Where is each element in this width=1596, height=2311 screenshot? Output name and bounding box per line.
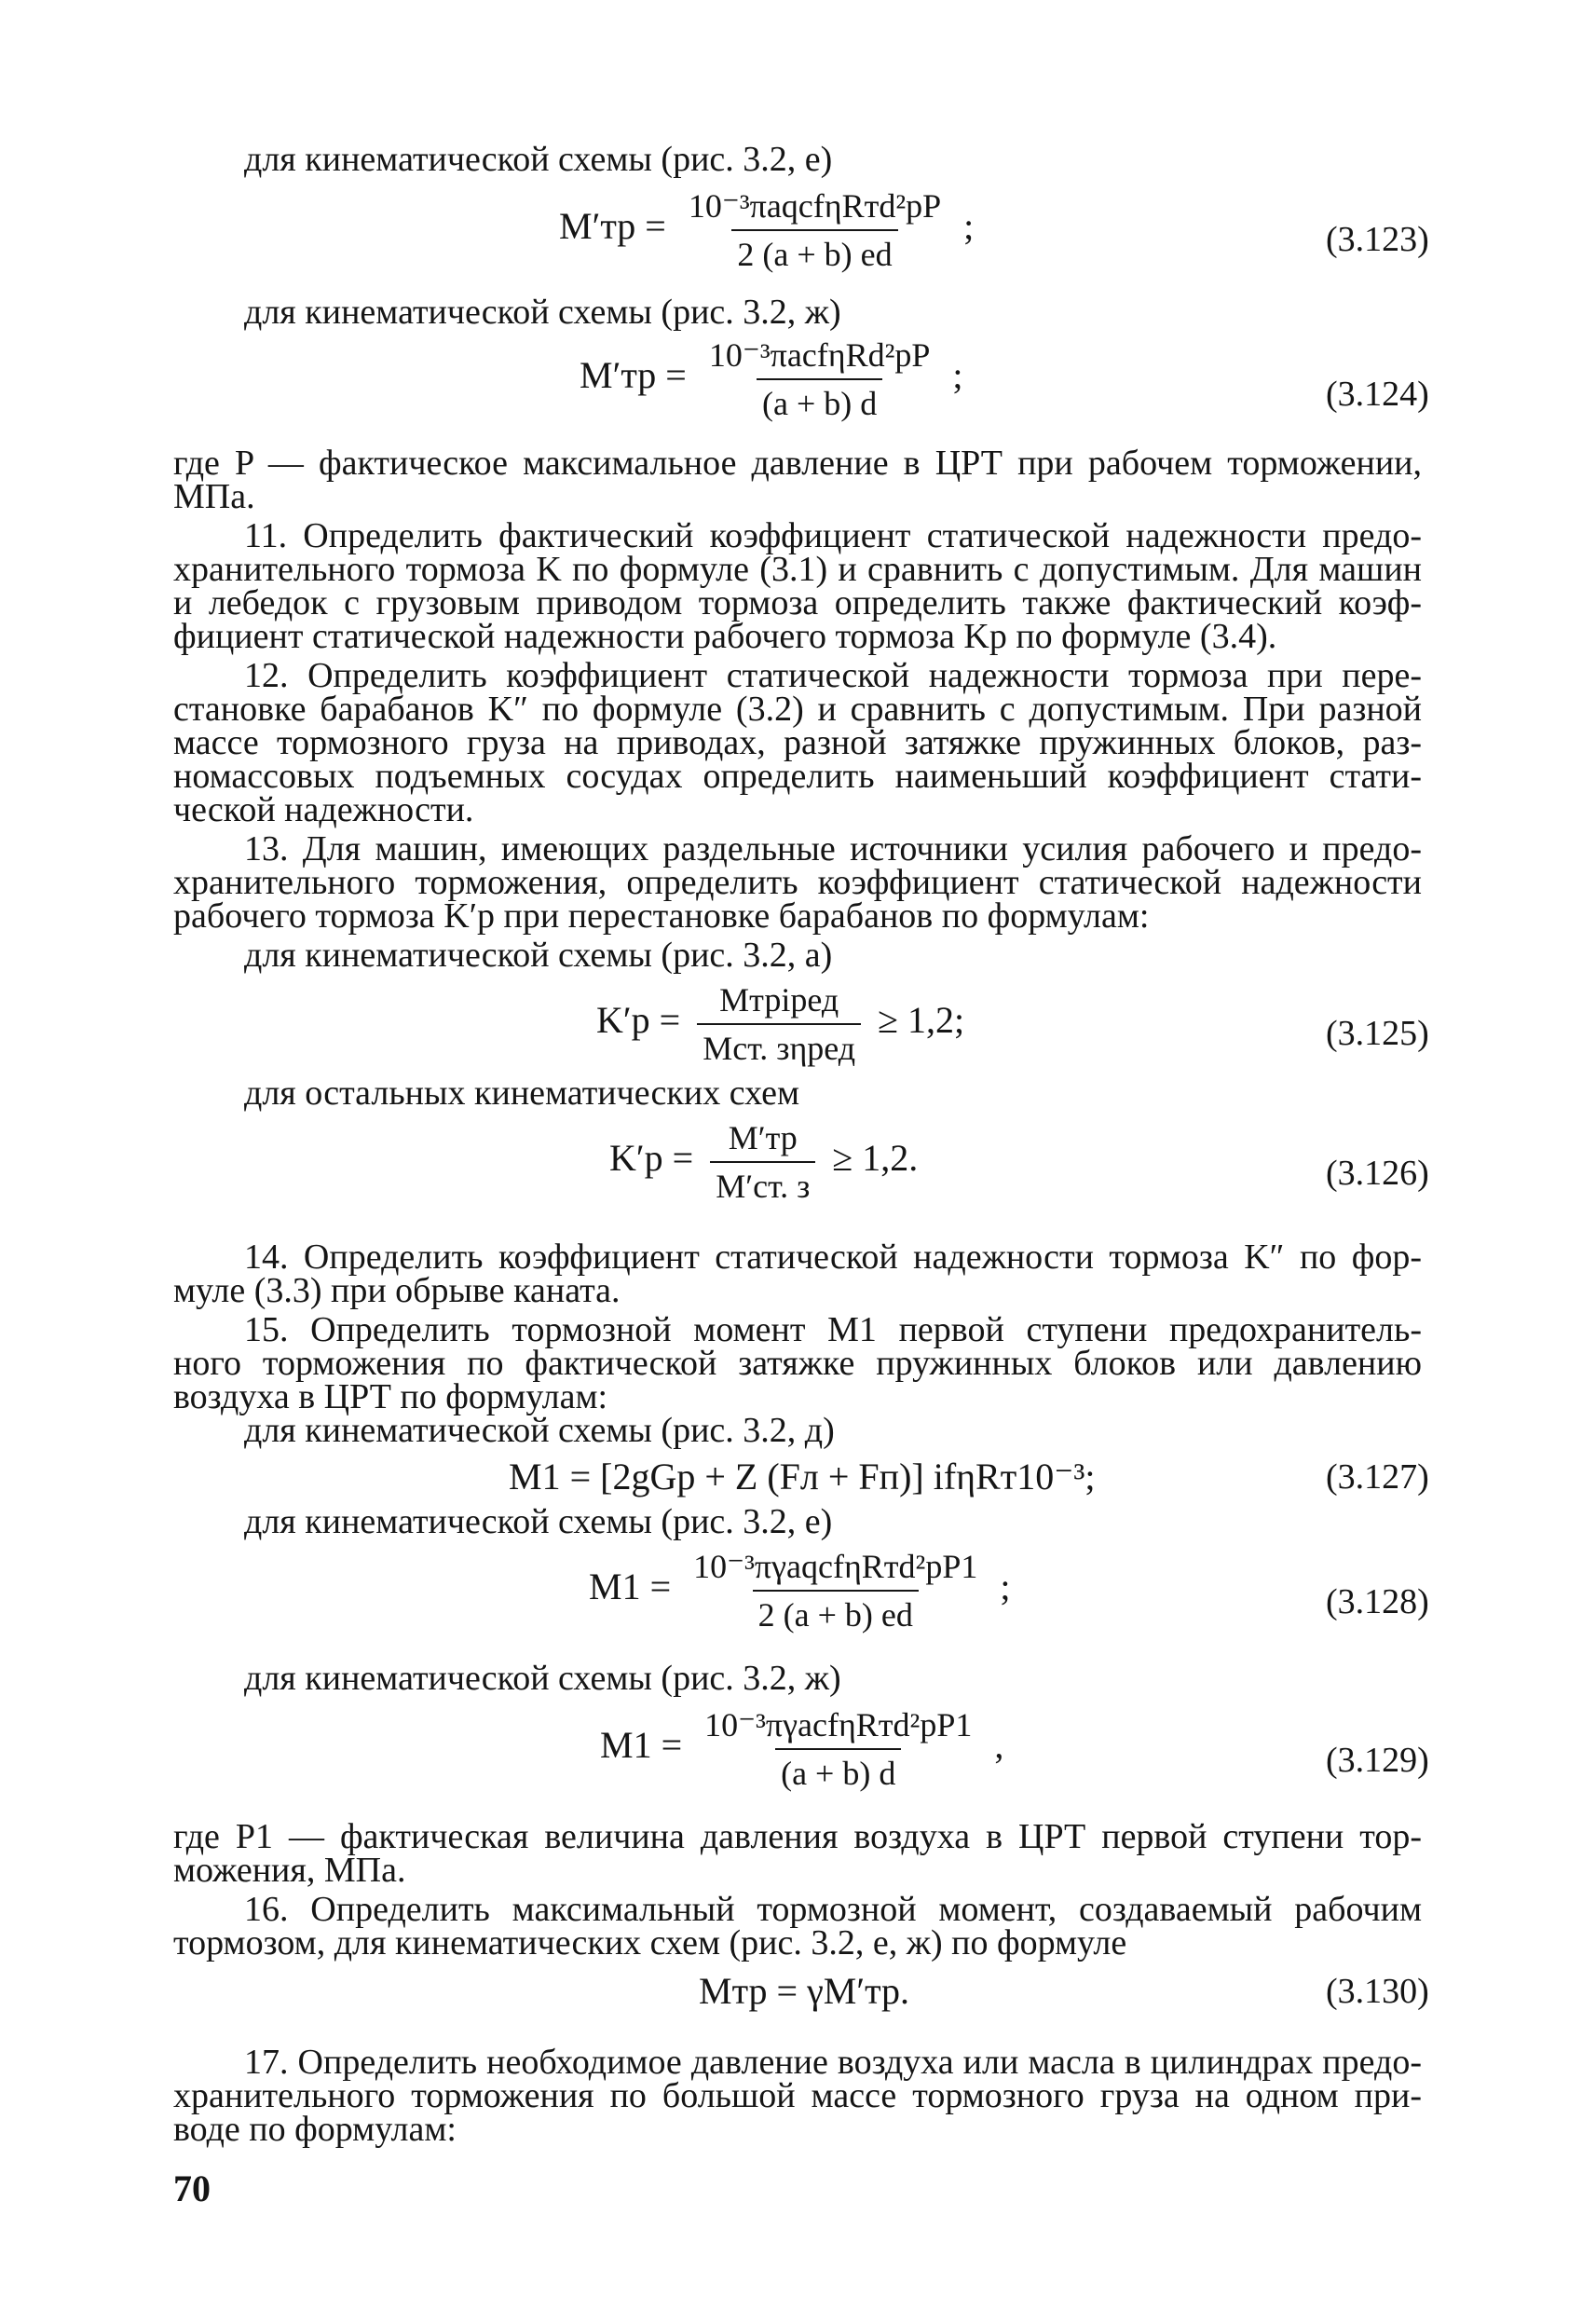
equation-number: (3.125) [1326, 1014, 1429, 1053]
equation-lhs: K′р = [596, 999, 681, 1042]
text-line: рабочего тормоза K′р при перестановке барабанов по формулам: [173, 896, 1150, 936]
text-line: хранительного торможения по большой массе тормозного груза на одном при- [173, 2076, 1422, 2115]
fraction [710, 1118, 815, 1206]
text-line: 15. Определить тормозной момент M1 первой ступени предохранитель- [244, 1310, 1422, 1349]
fraction [699, 1705, 977, 1793]
text-line: 16. Определить максимальный тормозной момент, создаваемый рабочим [244, 1890, 1422, 1929]
text-line: для кинематической схемы (рис. 3.2, а) [244, 936, 833, 975]
equation-lhs: M1 = [589, 1566, 672, 1608]
equation-number: (3.129) [1326, 1741, 1429, 1780]
numerator: 10⁻³πaqcfηRтd²рP [688, 187, 942, 225]
equation-3-126 [609, 1118, 918, 1206]
text-line: 17. Определить необходимое давление воздуха или масла в цилиндрах предо- [244, 2043, 1422, 2082]
equation-3-125 [596, 980, 964, 1068]
text-line: воздуха в ЦРТ по формулам: [173, 1377, 608, 1416]
equation-3-127: M1 = [2gGр + Z (Fл + Fп)] ifηRт10⁻³; [509, 1456, 1096, 1497]
text-line: хранительного тормоза K по формуле (3.1) и сравнить с допустимым. Для машин [173, 550, 1422, 589]
equation-number: (3.127) [1326, 1457, 1429, 1497]
equation-number: (3.124) [1326, 375, 1429, 414]
text-line: номассовых подъемных сосудах определить наименьший коэффициент стати- [173, 757, 1422, 796]
text-line: для кинематической схемы (рис. 3.2, е) [244, 140, 833, 179]
equation-3-128 [589, 1547, 1010, 1634]
denominator: 2 (a + b) ed [731, 229, 897, 274]
equation-lhs: K′р = [609, 1137, 694, 1180]
equation-number: (3.128) [1326, 1582, 1429, 1621]
denominator: M′ст. з [710, 1161, 815, 1206]
text-line: тормозом, для кинематических схем (рис. 3.2, е, ж) по формуле [173, 1923, 1127, 1962]
text-line: хранительного торможения, определить коэффициент статической надежности [173, 863, 1422, 902]
page-number: 70 [173, 2167, 211, 2209]
numerator: 10⁻³πγaqcfηRтd²рP1 [693, 1548, 978, 1585]
numerator: M′тр [728, 1119, 798, 1156]
text-line: для кинематической схемы (рис. 3.2, ж) [244, 293, 841, 332]
text-line: ческой надежности. [173, 790, 474, 829]
equation-tail: , [994, 1724, 1004, 1767]
equation-lhs: M1 = [600, 1724, 683, 1767]
text-line: массе тормозного груза на приводах, разной затяжке пружинных блоков, раз- [173, 723, 1422, 762]
equation-number: (3.123) [1326, 220, 1429, 259]
text-line: для кинематической схемы (рис. 3.2, д) [244, 1411, 835, 1450]
equation-3-129 [600, 1705, 1003, 1793]
text-line: фициент статической надежности рабочего тормоза Kр по формуле (3.4). [173, 617, 1277, 656]
text-line: становке барабанов K″ по формуле (3.2) и сравнить с допустимым. При разной [173, 690, 1422, 729]
numerator: 10⁻³πacfηRd²рP [708, 336, 931, 374]
text-line: для остальных кинематических схем [244, 1073, 800, 1113]
equation-tail: ≥ 1,2. [832, 1137, 919, 1180]
text-line: муле (3.3) при обрыве каната. [173, 1271, 621, 1310]
fraction [697, 980, 861, 1068]
text-line: можения, МПа. [173, 1851, 406, 1890]
equation-3-130: Mтр = γM′тр. [699, 1970, 910, 2012]
equation-lhs: M′тр = [559, 205, 666, 248]
text-line: для кинематической схемы (рис. 3.2, ж) [244, 1659, 841, 1698]
text-line: где P1 — фактическая величина давления воздуха в ЦРТ первой ступени тор- [173, 1817, 1422, 1856]
equation-tail: ; [952, 354, 963, 397]
fraction [703, 335, 936, 423]
equation-lhs: M′тр = [580, 354, 687, 397]
numerator: 10⁻³πγacfηRтd²рP1 [704, 1706, 973, 1744]
text-line: где P — фактическое максимальное давление в ЦРТ при рабочем торможении, [173, 444, 1422, 483]
equation-number: (3.126) [1326, 1154, 1429, 1193]
equation-3-123 [559, 186, 974, 274]
denominator: 2 (a + b) ed [753, 1590, 919, 1634]
denominator: (a + b) d [775, 1748, 901, 1793]
equation-tail: ; [963, 205, 975, 248]
equation-number: (3.130) [1326, 1972, 1429, 2011]
text-line: 13. Для машин, имеющих раздельные источники усилия рабочего и предо- [244, 829, 1422, 868]
text-line: 12. Определить коэффициент статической надежности тормоза при пере- [244, 656, 1422, 695]
equation-tail: ≥ 1,2; [878, 999, 965, 1042]
denominator: Mст. зηред [697, 1023, 861, 1068]
text-line: и лебедок с грузовым приводом тормоза определить также фактический коэф- [173, 583, 1422, 622]
fraction [688, 1547, 983, 1634]
denominator: (a + b) d [757, 378, 882, 423]
text-line: ного торможения по фактической затяжке пружинных блоков или давлению [173, 1344, 1422, 1383]
text-line: для кинематической схемы (рис. 3.2, е) [244, 1502, 833, 1541]
fraction [683, 186, 947, 274]
text-line: 14. Определить коэффициент статической надежности тормоза K″ по фор- [244, 1238, 1422, 1277]
numerator: Mтрiред [719, 981, 839, 1019]
equation-tail: ; [1000, 1566, 1011, 1608]
text-line: МПа. [173, 477, 255, 516]
text-line: 11. Определить фактический коэффициент статической надежности предо- [244, 516, 1422, 555]
equation-3-124 [580, 335, 963, 423]
text-line: воде по формулам: [173, 2110, 457, 2149]
